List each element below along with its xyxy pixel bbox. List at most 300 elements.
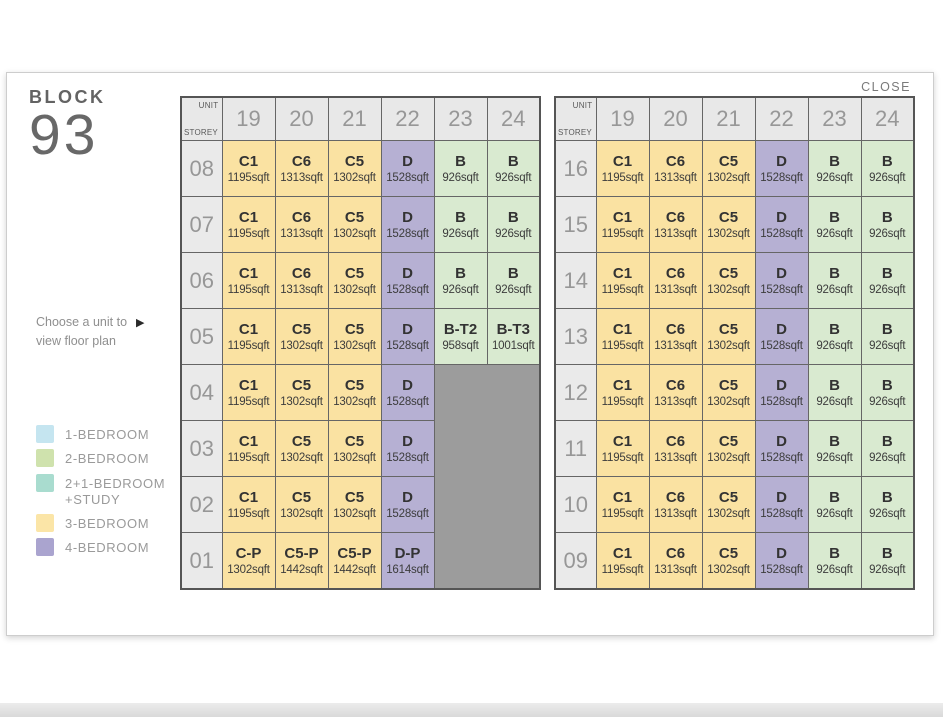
unit-cell-14-22[interactable] bbox=[755, 253, 808, 309]
unit-sqft-label: 1313sqft bbox=[654, 395, 697, 408]
unit-cell-12-20[interactable] bbox=[649, 365, 702, 421]
unit-sqft-label: 1195sqft bbox=[227, 451, 270, 464]
unit-cell-09-20[interactable] bbox=[649, 533, 702, 590]
unit-cell-07-22[interactable] bbox=[381, 197, 434, 253]
storey-row bbox=[181, 309, 540, 365]
unit-type-label: C5 bbox=[718, 489, 739, 507]
unit-cell-04-20[interactable] bbox=[275, 365, 328, 421]
storey-label: 09 bbox=[555, 533, 596, 590]
unit-type-label: C6 bbox=[291, 265, 312, 283]
storey-row bbox=[555, 253, 914, 309]
instruction-text bbox=[36, 313, 145, 351]
unit-sqft-label: 1195sqft bbox=[227, 507, 270, 520]
unit-sqft-label: 1001sqft bbox=[491, 339, 535, 352]
unit-column-header: 19 bbox=[222, 97, 275, 141]
unit-sqft-label: 1313sqft bbox=[654, 171, 697, 184]
unit-sqft-label: 926sqft bbox=[816, 395, 853, 408]
unit-cell-05-24[interactable] bbox=[487, 309, 540, 365]
unit-type-label: B bbox=[881, 209, 893, 227]
arrow-right-icon: ▶ bbox=[136, 317, 145, 329]
unit-type-label: B bbox=[881, 377, 893, 395]
floorplan-chooser-panel bbox=[6, 72, 934, 636]
unit-type-label: C5 bbox=[344, 433, 365, 451]
unit-type-label: D bbox=[402, 321, 413, 339]
unit-cell-13-20[interactable] bbox=[649, 309, 702, 365]
unit-sqft-label: 926sqft bbox=[869, 507, 906, 520]
corner-unit-label: UNIT bbox=[198, 101, 219, 110]
legend-item bbox=[36, 514, 165, 532]
floorplan-table-right bbox=[554, 96, 915, 590]
unit-sqft-label: 926sqft bbox=[816, 507, 853, 520]
unit-sqft-label: 1195sqft bbox=[601, 563, 644, 576]
unit-sqft-label: 1313sqft bbox=[654, 451, 697, 464]
unit-type-label: D bbox=[402, 377, 413, 395]
unit-type-label: B bbox=[829, 377, 840, 395]
unit-cell-03-19[interactable] bbox=[222, 421, 275, 477]
unit-type-label: B-T3 bbox=[496, 321, 530, 339]
unit-cell-09-21[interactable] bbox=[702, 533, 755, 590]
legend-label: 1-BEDROOM bbox=[65, 427, 150, 442]
storey-row bbox=[555, 477, 914, 533]
unit-cell-12-19[interactable] bbox=[596, 365, 649, 421]
unit-cell-10-19[interactable] bbox=[596, 477, 649, 533]
unit-cell-08-24[interactable] bbox=[487, 141, 540, 197]
unit-type-label: C6 bbox=[665, 265, 686, 283]
unit-cell-07-20[interactable] bbox=[275, 197, 328, 253]
unit-cell-02-22[interactable] bbox=[381, 477, 434, 533]
unit-column-header: 23 bbox=[808, 97, 861, 141]
unit-cell-04-19[interactable] bbox=[222, 365, 275, 421]
unit-sqft-label: 1302sqft bbox=[280, 451, 323, 464]
unit-cell-08-20[interactable] bbox=[275, 141, 328, 197]
unit-sqft-label: 926sqft bbox=[495, 171, 532, 184]
instruction-line1: Choose a unit to bbox=[36, 315, 128, 329]
corner-storey-label: STOREY bbox=[558, 128, 592, 137]
unit-sqft-label: 926sqft bbox=[442, 283, 479, 296]
unit-cell-01-22[interactable] bbox=[381, 533, 434, 590]
storey-label: 05 bbox=[181, 309, 222, 365]
unit-type-label: C5 bbox=[718, 545, 739, 563]
unit-cell-09-22[interactable] bbox=[755, 533, 808, 590]
unit-cell-02-20[interactable] bbox=[275, 477, 328, 533]
block-header bbox=[29, 87, 106, 167]
unit-type-label: C6 bbox=[665, 545, 686, 563]
unit-type-label: C1 bbox=[238, 265, 259, 283]
legend-swatch-icon bbox=[36, 474, 54, 492]
unit-type-label: C6 bbox=[291, 153, 312, 171]
unit-type-label: B bbox=[829, 209, 840, 227]
unit-cell-11-19[interactable] bbox=[596, 421, 649, 477]
unit-cell-06-21[interactable] bbox=[328, 253, 381, 309]
unit-sqft-label: 1302sqft bbox=[227, 563, 270, 576]
unit-sqft-label: 926sqft bbox=[816, 339, 853, 352]
storey-label: 06 bbox=[181, 253, 222, 309]
unit-type-label: C6 bbox=[665, 209, 686, 227]
unit-type-label: C6 bbox=[665, 377, 686, 395]
unit-sqft-label: 926sqft bbox=[442, 171, 479, 184]
unit-sqft-label: 1195sqft bbox=[601, 283, 644, 296]
unit-cell-15-24[interactable] bbox=[861, 197, 914, 253]
unit-cell-09-24[interactable] bbox=[861, 533, 914, 590]
unit-cell-08-19[interactable] bbox=[222, 141, 275, 197]
unit-type-label: C5 bbox=[344, 489, 365, 507]
unit-type-label: D bbox=[402, 265, 413, 283]
legend-label: 2-BEDROOM bbox=[65, 451, 150, 467]
unit-column-header: 23 bbox=[434, 97, 487, 141]
unit-sqft-label: 926sqft bbox=[869, 339, 906, 352]
unit-cell-12-22[interactable] bbox=[755, 365, 808, 421]
unit-type-label: D bbox=[776, 265, 787, 283]
unit-column-header: 24 bbox=[861, 97, 914, 141]
unit-cell-13-19[interactable] bbox=[596, 309, 649, 365]
unit-sqft-label: 1528sqft bbox=[760, 283, 803, 296]
unit-type-label: B bbox=[881, 489, 893, 507]
legend-item bbox=[36, 425, 165, 443]
unit-type-label: C-P bbox=[235, 545, 262, 563]
unit-column-header: 20 bbox=[275, 97, 328, 141]
unit-cell-01-21[interactable] bbox=[328, 533, 381, 590]
unit-cell-12-23[interactable] bbox=[808, 365, 861, 421]
unit-type-label: B bbox=[881, 545, 893, 563]
block-number: 93 bbox=[29, 103, 99, 167]
unit-column-header: 22 bbox=[755, 97, 808, 141]
unit-cell-15-21[interactable] bbox=[702, 197, 755, 253]
unit-cell-11-20[interactable] bbox=[649, 421, 702, 477]
storey-label: 16 bbox=[555, 141, 596, 197]
legend-item bbox=[36, 474, 165, 509]
storey-unit-corner-cell bbox=[181, 97, 222, 141]
unit-cell-13-24[interactable] bbox=[861, 309, 914, 365]
unit-cell-05-23[interactable] bbox=[434, 309, 487, 365]
unit-sqft-label: 1528sqft bbox=[386, 227, 429, 240]
unit-cell-06-22[interactable] bbox=[381, 253, 434, 309]
unit-column-header: 21 bbox=[328, 97, 381, 141]
unit-type-label: D bbox=[776, 377, 787, 395]
unit-type-label: C5 bbox=[344, 265, 365, 283]
unit-type-label: D bbox=[776, 545, 787, 563]
unit-cell-02-19[interactable] bbox=[222, 477, 275, 533]
unit-sqft-label: 1313sqft bbox=[280, 171, 323, 184]
unit-cell-01-20[interactable] bbox=[275, 533, 328, 590]
unit-cell-10-22[interactable] bbox=[755, 477, 808, 533]
legend-swatch-icon bbox=[36, 425, 54, 443]
unit-sqft-label: 926sqft bbox=[869, 227, 906, 240]
unit-type-label: B bbox=[881, 265, 893, 283]
unit-sqft-label: 1302sqft bbox=[280, 339, 323, 352]
unit-type-label: B bbox=[881, 433, 893, 451]
unit-cell-07-24[interactable] bbox=[487, 197, 540, 253]
unit-cell-07-23[interactable] bbox=[434, 197, 487, 253]
unit-sqft-label: 1302sqft bbox=[333, 451, 376, 464]
unit-cell-06-20[interactable] bbox=[275, 253, 328, 309]
unit-cell-13-23[interactable] bbox=[808, 309, 861, 365]
unit-cell-04-22[interactable] bbox=[381, 365, 434, 421]
unit-cell-15-19[interactable] bbox=[596, 197, 649, 253]
unit-type-label: C5 bbox=[718, 153, 739, 171]
storey-label: 15 bbox=[555, 197, 596, 253]
unit-sqft-label: 926sqft bbox=[816, 563, 853, 576]
unit-cell-09-23[interactable] bbox=[808, 533, 861, 590]
unit-cell-13-21[interactable] bbox=[702, 309, 755, 365]
unit-cell-14-20[interactable] bbox=[649, 253, 702, 309]
storey-label: 01 bbox=[181, 533, 222, 590]
unit-type-label: C6 bbox=[665, 433, 686, 451]
unit-sqft-label: 926sqft bbox=[816, 283, 853, 296]
legend-label: 2+1-BEDROOM +STUDY bbox=[65, 475, 166, 507]
unit-cell-11-21[interactable] bbox=[702, 421, 755, 477]
unit-sqft-label: 1313sqft bbox=[280, 283, 323, 296]
unit-cell-14-19[interactable] bbox=[596, 253, 649, 309]
unit-cell-14-21[interactable] bbox=[702, 253, 755, 309]
unit-sqft-label: 1195sqft bbox=[227, 339, 270, 352]
unit-type-label: C1 bbox=[238, 433, 259, 451]
unit-type-label: C6 bbox=[291, 209, 312, 227]
unit-sqft-label: 926sqft bbox=[869, 563, 906, 576]
unit-type-label: B bbox=[881, 153, 893, 171]
unit-cell-15-23[interactable] bbox=[808, 197, 861, 253]
unit-cell-03-20[interactable] bbox=[275, 421, 328, 477]
storey-row bbox=[181, 365, 540, 421]
unit-cell-08-22[interactable] bbox=[381, 141, 434, 197]
unit-cell-16-20[interactable] bbox=[649, 141, 702, 197]
storey-label: 02 bbox=[181, 477, 222, 533]
unit-sqft-label: 1302sqft bbox=[333, 395, 376, 408]
unit-type-label: C5 bbox=[344, 209, 365, 227]
unit-type-label: B bbox=[507, 265, 519, 283]
legend-swatch-icon bbox=[36, 538, 54, 556]
unit-sqft-label: 1302sqft bbox=[333, 227, 376, 240]
unit-cell-06-24[interactable] bbox=[487, 253, 540, 309]
unit-sqft-label: 1528sqft bbox=[760, 339, 803, 352]
unit-sqft-label: 1528sqft bbox=[386, 507, 429, 520]
unit-cell-02-21[interactable] bbox=[328, 477, 381, 533]
unit-cell-06-19[interactable] bbox=[222, 253, 275, 309]
unit-type-label: B bbox=[507, 209, 519, 227]
storey-unit-corner-cell bbox=[555, 97, 596, 141]
unit-sqft-label: 1302sqft bbox=[707, 171, 750, 184]
unit-cell-10-24[interactable] bbox=[861, 477, 914, 533]
unit-type-label: B bbox=[829, 489, 840, 507]
unit-type-label: B-T2 bbox=[443, 321, 478, 339]
unit-sqft-label: 1195sqft bbox=[227, 171, 270, 184]
unit-type-label: C5 bbox=[344, 153, 365, 171]
unit-type-label: D bbox=[776, 489, 787, 507]
unit-cell-05-22[interactable] bbox=[381, 309, 434, 365]
unit-cell-07-21[interactable] bbox=[328, 197, 381, 253]
unit-type-label: C1 bbox=[612, 377, 633, 395]
storey-row bbox=[555, 141, 914, 197]
unit-type-label: C1 bbox=[612, 489, 633, 507]
unit-sqft-label: 1195sqft bbox=[227, 283, 270, 296]
unit-cell-13-22[interactable] bbox=[755, 309, 808, 365]
unit-type-label: C1 bbox=[612, 153, 633, 171]
unit-cell-16-24[interactable] bbox=[861, 141, 914, 197]
unit-column-header: 22 bbox=[381, 97, 434, 141]
unit-sqft-label: 1302sqft bbox=[280, 395, 323, 408]
unit-type-label: B bbox=[829, 265, 840, 283]
unit-column-header: 21 bbox=[702, 97, 755, 141]
unit-type-label: C6 bbox=[665, 153, 686, 171]
unit-sqft-label: 1528sqft bbox=[386, 451, 429, 464]
unit-type-label: D bbox=[776, 153, 787, 171]
unit-cell-03-21[interactable] bbox=[328, 421, 381, 477]
unit-sqft-label: 926sqft bbox=[869, 451, 906, 464]
unit-sqft-label: 1313sqft bbox=[654, 507, 697, 520]
unit-type-label: C1 bbox=[612, 545, 633, 563]
unit-type-label: D bbox=[776, 321, 787, 339]
unit-type-label: C5 bbox=[291, 377, 312, 395]
unit-sqft-label: 1528sqft bbox=[760, 395, 803, 408]
legend-label: 3-BEDROOM bbox=[65, 516, 150, 531]
unit-cell-05-19[interactable] bbox=[222, 309, 275, 365]
unit-sqft-label: 1528sqft bbox=[386, 395, 429, 408]
storey-row bbox=[181, 253, 540, 309]
unit-sqft-label: 1313sqft bbox=[654, 563, 697, 576]
unit-cell-15-20[interactable] bbox=[649, 197, 702, 253]
unit-cell-10-21[interactable] bbox=[702, 477, 755, 533]
no-unit-area bbox=[434, 365, 540, 590]
unit-cell-10-23[interactable] bbox=[808, 477, 861, 533]
unit-type-label: C1 bbox=[612, 209, 633, 227]
unit-type-label: C1 bbox=[238, 209, 259, 227]
close-button[interactable]: CLOSE bbox=[861, 80, 911, 94]
unit-sqft-label: 926sqft bbox=[495, 227, 532, 240]
unit-type-label: B bbox=[455, 209, 466, 227]
unit-type-label: B bbox=[455, 265, 466, 283]
unit-type-label: C6 bbox=[665, 489, 686, 507]
unit-cell-09-19[interactable] bbox=[596, 533, 649, 590]
unit-cell-16-21[interactable] bbox=[702, 141, 755, 197]
unit-cell-03-22[interactable] bbox=[381, 421, 434, 477]
storey-label: 12 bbox=[555, 365, 596, 421]
unit-sqft-label: 1195sqft bbox=[601, 451, 644, 464]
unit-sqft-label: 1528sqft bbox=[386, 283, 429, 296]
storey-row bbox=[555, 421, 914, 477]
unit-sqft-label: 1302sqft bbox=[707, 227, 750, 240]
unit-cell-14-24[interactable] bbox=[861, 253, 914, 309]
unit-cell-01-19[interactable] bbox=[222, 533, 275, 590]
unit-type-label: D bbox=[776, 209, 787, 227]
unit-sqft-label: 1302sqft bbox=[333, 283, 376, 296]
unit-sqft-label: 1614sqft bbox=[386, 563, 429, 576]
unit-type-label: C5 bbox=[718, 265, 739, 283]
unit-type-label: D bbox=[402, 433, 413, 451]
storey-row bbox=[181, 197, 540, 253]
unit-sqft-label: 1302sqft bbox=[333, 507, 376, 520]
unit-cell-16-23[interactable] bbox=[808, 141, 861, 197]
unit-sqft-label: 1302sqft bbox=[707, 339, 750, 352]
unit-sqft-label: 1313sqft bbox=[654, 283, 697, 296]
unit-cell-16-19[interactable] bbox=[596, 141, 649, 197]
unit-cell-12-21[interactable] bbox=[702, 365, 755, 421]
unit-sqft-label: 1442sqft bbox=[280, 563, 323, 576]
corner-unit-label: UNIT bbox=[572, 101, 593, 110]
storey-label: 13 bbox=[555, 309, 596, 365]
legend-item bbox=[36, 449, 165, 467]
unit-column-header: 19 bbox=[596, 97, 649, 141]
legend-item bbox=[36, 538, 165, 556]
unit-type-label: D bbox=[402, 153, 413, 171]
unit-sqft-label: 1302sqft bbox=[707, 451, 750, 464]
unit-column-header: 24 bbox=[487, 97, 540, 141]
storey-label: 08 bbox=[181, 141, 222, 197]
page-bottom-strip bbox=[0, 703, 943, 717]
unit-type-label: C1 bbox=[612, 433, 633, 451]
unit-sqft-label: 1195sqft bbox=[227, 395, 270, 408]
unit-type-label: C5 bbox=[718, 377, 739, 395]
corner-storey-label: STOREY bbox=[184, 128, 218, 137]
unit-type-label: B bbox=[881, 321, 893, 339]
unit-sqft-label: 1302sqft bbox=[333, 171, 376, 184]
unit-sqft-label: 1302sqft bbox=[707, 507, 750, 520]
unit-cell-08-21[interactable] bbox=[328, 141, 381, 197]
unit-cell-15-22[interactable] bbox=[755, 197, 808, 253]
unit-cell-08-23[interactable] bbox=[434, 141, 487, 197]
unit-sqft-label: 926sqft bbox=[442, 227, 479, 240]
unit-sqft-label: 1528sqft bbox=[760, 227, 803, 240]
storey-row bbox=[555, 365, 914, 421]
unit-type-label: C1 bbox=[612, 321, 633, 339]
unit-type-label: C5 bbox=[291, 433, 312, 451]
unit-sqft-label: 1195sqft bbox=[601, 227, 644, 240]
unit-cell-05-20[interactable] bbox=[275, 309, 328, 365]
storey-label: 10 bbox=[555, 477, 596, 533]
unit-type-label: B bbox=[455, 153, 466, 171]
unit-sqft-label: 926sqft bbox=[816, 171, 853, 184]
unit-type-label: B bbox=[829, 321, 840, 339]
unit-type-label: B bbox=[829, 153, 840, 171]
block-label: BLOCK bbox=[29, 87, 106, 107]
unit-sqft-label: 1528sqft bbox=[386, 171, 429, 184]
header-row bbox=[555, 97, 914, 141]
unit-sqft-label: 1528sqft bbox=[760, 171, 803, 184]
unit-cell-14-23[interactable] bbox=[808, 253, 861, 309]
unit-cell-05-21[interactable] bbox=[328, 309, 381, 365]
unit-sqft-label: 1313sqft bbox=[280, 227, 323, 240]
unit-sqft-label: 926sqft bbox=[495, 283, 532, 296]
unit-sqft-label: 1302sqft bbox=[280, 507, 323, 520]
unit-sqft-label: 1528sqft bbox=[760, 451, 803, 464]
unit-sqft-label: 1195sqft bbox=[227, 227, 270, 240]
unit-cell-04-21[interactable] bbox=[328, 365, 381, 421]
unit-sqft-label: 1302sqft bbox=[707, 563, 750, 576]
unit-cell-11-23[interactable] bbox=[808, 421, 861, 477]
unit-type-label: C5 bbox=[344, 321, 365, 339]
unit-sqft-label: 1195sqft bbox=[601, 395, 644, 408]
unit-sqft-label: 926sqft bbox=[816, 451, 853, 464]
unit-sqft-label: 1442sqft bbox=[333, 563, 376, 576]
storey-row bbox=[555, 533, 914, 590]
unit-cell-16-22[interactable] bbox=[755, 141, 808, 197]
unit-sqft-label: 1302sqft bbox=[707, 395, 750, 408]
unit-sqft-label: 1313sqft bbox=[654, 339, 697, 352]
unit-cell-11-22[interactable] bbox=[755, 421, 808, 477]
unit-type-label: D-P bbox=[394, 545, 421, 563]
legend-swatch-icon bbox=[36, 514, 54, 532]
unit-type-label: B bbox=[507, 153, 519, 171]
unit-type-legend bbox=[36, 425, 165, 563]
unit-sqft-label: 1302sqft bbox=[707, 283, 750, 296]
instruction-line2: view floor plan bbox=[36, 333, 116, 348]
unit-cell-10-20[interactable] bbox=[649, 477, 702, 533]
unit-cell-11-24[interactable] bbox=[861, 421, 914, 477]
unit-cell-06-23[interactable] bbox=[434, 253, 487, 309]
unit-type-label: D bbox=[776, 433, 787, 451]
unit-type-label: C5-P bbox=[284, 545, 319, 563]
unit-cell-07-19[interactable] bbox=[222, 197, 275, 253]
unit-sqft-label: 1195sqft bbox=[601, 339, 644, 352]
unit-cell-12-24[interactable] bbox=[861, 365, 914, 421]
